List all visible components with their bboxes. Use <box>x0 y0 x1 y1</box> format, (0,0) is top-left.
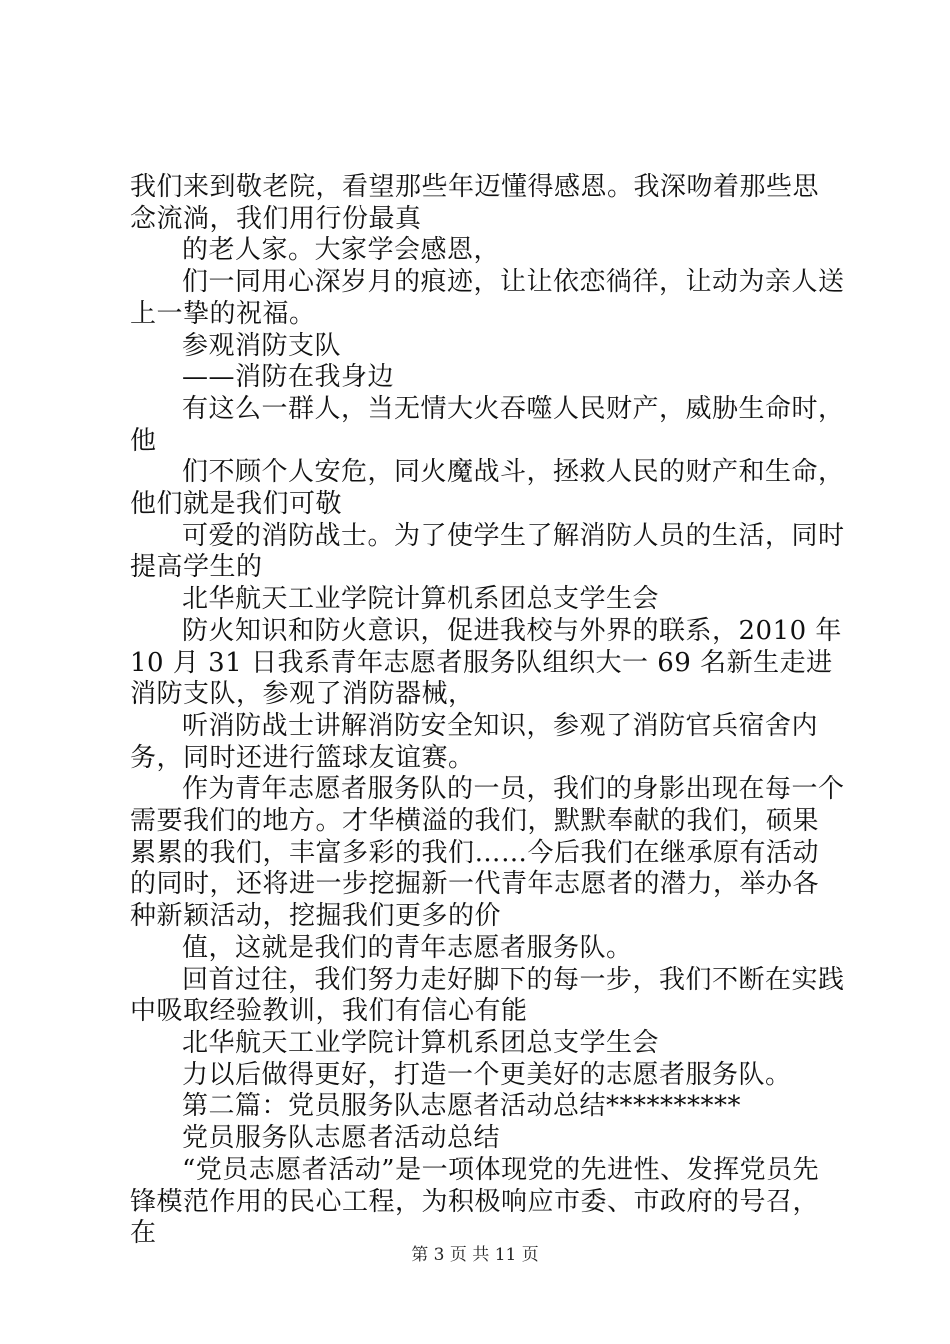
paragraph: 我们来到敬老院，看望那些年迈懂得感恩。我深吻着那些思念流淌，我们用行份最真 <box>130 172 820 234</box>
organization-line: 北华航天工业学院计算机系团总支学生会 <box>182 584 660 615</box>
paragraph: 回首过往，我们努力走好脚下的每一步，我们不断在实践中吸取经验教训，我们有信心有能 <box>130 964 845 1027</box>
paragraph: 的老人家。大家学会感恩， <box>182 235 501 266</box>
section-heading: 党员服务队志愿者活动总结 <box>182 1123 501 1154</box>
paragraph: 值，这就是我们的青年志愿者服务队。 <box>182 932 633 963</box>
paragraph: 防火知识和防火意识，促进我校与外界的联系，2010 年 10 月 31 日我系青年志愿者服务队组织大一 69 名新生走进消防支队，参观了消防器械， <box>130 615 842 710</box>
paragraph: 们不顾个人安危，同火魔战斗，拯救人民的财产和生命，他们就是我们可敬 <box>130 457 845 520</box>
paragraph: 听消防战士讲解消防安全知识，参观了消防官兵宿舍内务，同时还进行篮球友谊赛。 <box>130 710 819 773</box>
section-heading: 参观消防支队 <box>182 330 342 361</box>
paragraph: 可爱的消防战士。为了使学生了解消防人员的生活，同时提高学生的 <box>130 520 845 583</box>
paragraph: “党员志愿者活动”是一项体现党的先进性、发挥党员先锋模范作用的民心工程，为积极响应市委、市政府的号召，在 <box>130 1154 820 1249</box>
section-subheading: ——消防在我身边 <box>182 362 395 393</box>
paragraph: 们一同用心深岁月的痕迹，让让依恋徜徉，让动为亲人送上一挚的祝福。 <box>130 267 845 329</box>
paragraph: 力以后做得更好，打造一个更美好的志愿者服务队。 <box>182 1059 792 1090</box>
paragraph: 有这么一群人，当无情大火吞噬人民财产，威胁生命时，他 <box>130 393 845 456</box>
organization-line: 北华航天工业学院计算机系团总支学生会 <box>182 1027 660 1058</box>
paragraph: 作为青年志愿者服务队的一员，我们的身影出现在每一个需要我们的地方。才华横溢的我们，默默奉献的我们，硕果累累的我们，丰富多彩的我们……今后我们在继承原有活动的同时，还将进一步挖掘新一代青年志愿者的潜力，举办各种新颖活动，挖掘我们更多的价 <box>130 774 845 932</box>
document-body <box>130 172 845 1250</box>
chapter-heading: 第二篇：党员服务队志愿者活动总结********** <box>182 1091 742 1122</box>
page-number-footer: 第 3 页 共 11 页 <box>411 1245 539 1265</box>
